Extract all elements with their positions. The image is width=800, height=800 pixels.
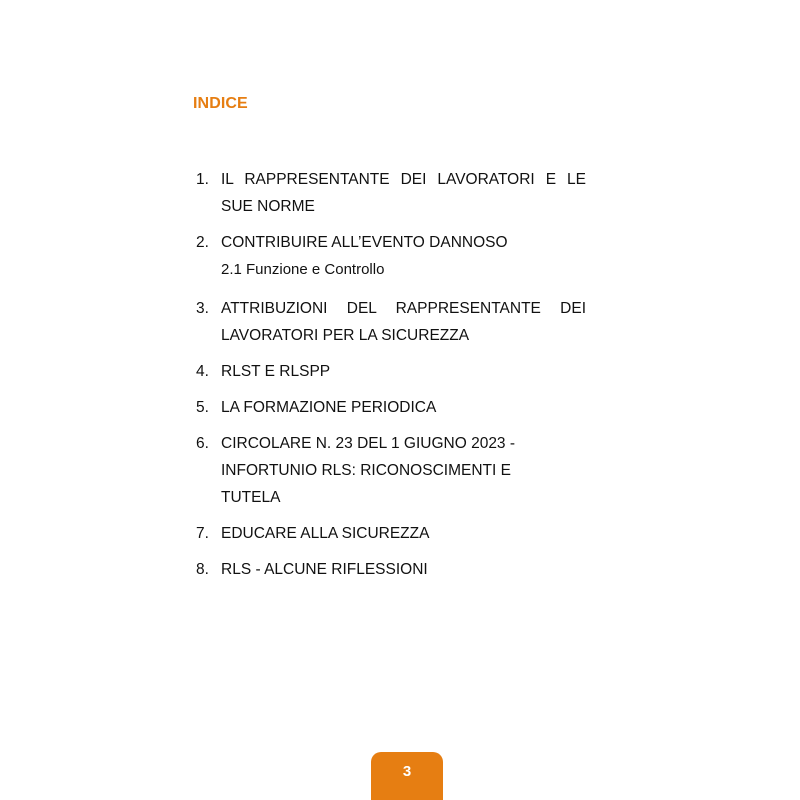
toc-entry-number: 3. <box>196 300 209 317</box>
page-title: INDICE <box>193 95 248 112</box>
toc-entry-text: RLS - ALCUNE RIFLESSIONI <box>221 561 428 578</box>
toc-entry-6[interactable] <box>196 430 586 511</box>
toc-entry-number: 7. <box>196 525 209 542</box>
toc-entry-number: 2. <box>196 234 209 251</box>
page-number-badge <box>371 752 443 800</box>
toc-entry-1[interactable] <box>196 166 586 220</box>
toc-entry-2[interactable] <box>196 229 586 256</box>
toc-entry-4[interactable] <box>196 358 586 385</box>
toc-entry-number: 8. <box>196 561 209 578</box>
toc-entry-number: 1. <box>196 171 209 188</box>
toc-entry-7[interactable] <box>196 520 586 547</box>
toc-entry-5[interactable] <box>196 394 586 421</box>
table-of-contents <box>196 166 586 592</box>
toc-entry-3[interactable] <box>196 295 586 349</box>
toc-entry-text: RLST E RLSPP <box>221 363 331 380</box>
toc-entry-text: LA FORMAZIONE PERIODICA <box>221 399 437 416</box>
toc-entry-text: IL RAPPRESENTANTE DEI LAVORATORI E LE SUE NORME <box>221 171 586 215</box>
toc-entry-number: 4. <box>196 363 209 380</box>
toc-entry-text: CIRCOLARE N. 23 DEL 1 GIUGNO 2023 - INFORTUNIO RLS: RICONOSCIMENTI E TUTELA <box>221 435 516 506</box>
toc-entry-text: CONTRIBUIRE ALL’EVENTO DANNOSO <box>221 234 508 251</box>
toc-entry-number: 5. <box>196 399 209 416</box>
toc-subentry-2-1[interactable]: 2.1 Funzione e Controllo <box>221 261 385 278</box>
toc-entry-number: 6. <box>196 435 209 452</box>
toc-entry-8[interactable] <box>196 556 586 583</box>
toc-entry-text: ATTRIBUZIONI DEL RAPPRESENTANTE DEI LAVORATORI PER LA SICUREZZA <box>221 300 586 344</box>
toc-entry-text: EDUCARE ALLA SICUREZZA <box>221 525 430 542</box>
page-number: 3 <box>402 763 412 780</box>
